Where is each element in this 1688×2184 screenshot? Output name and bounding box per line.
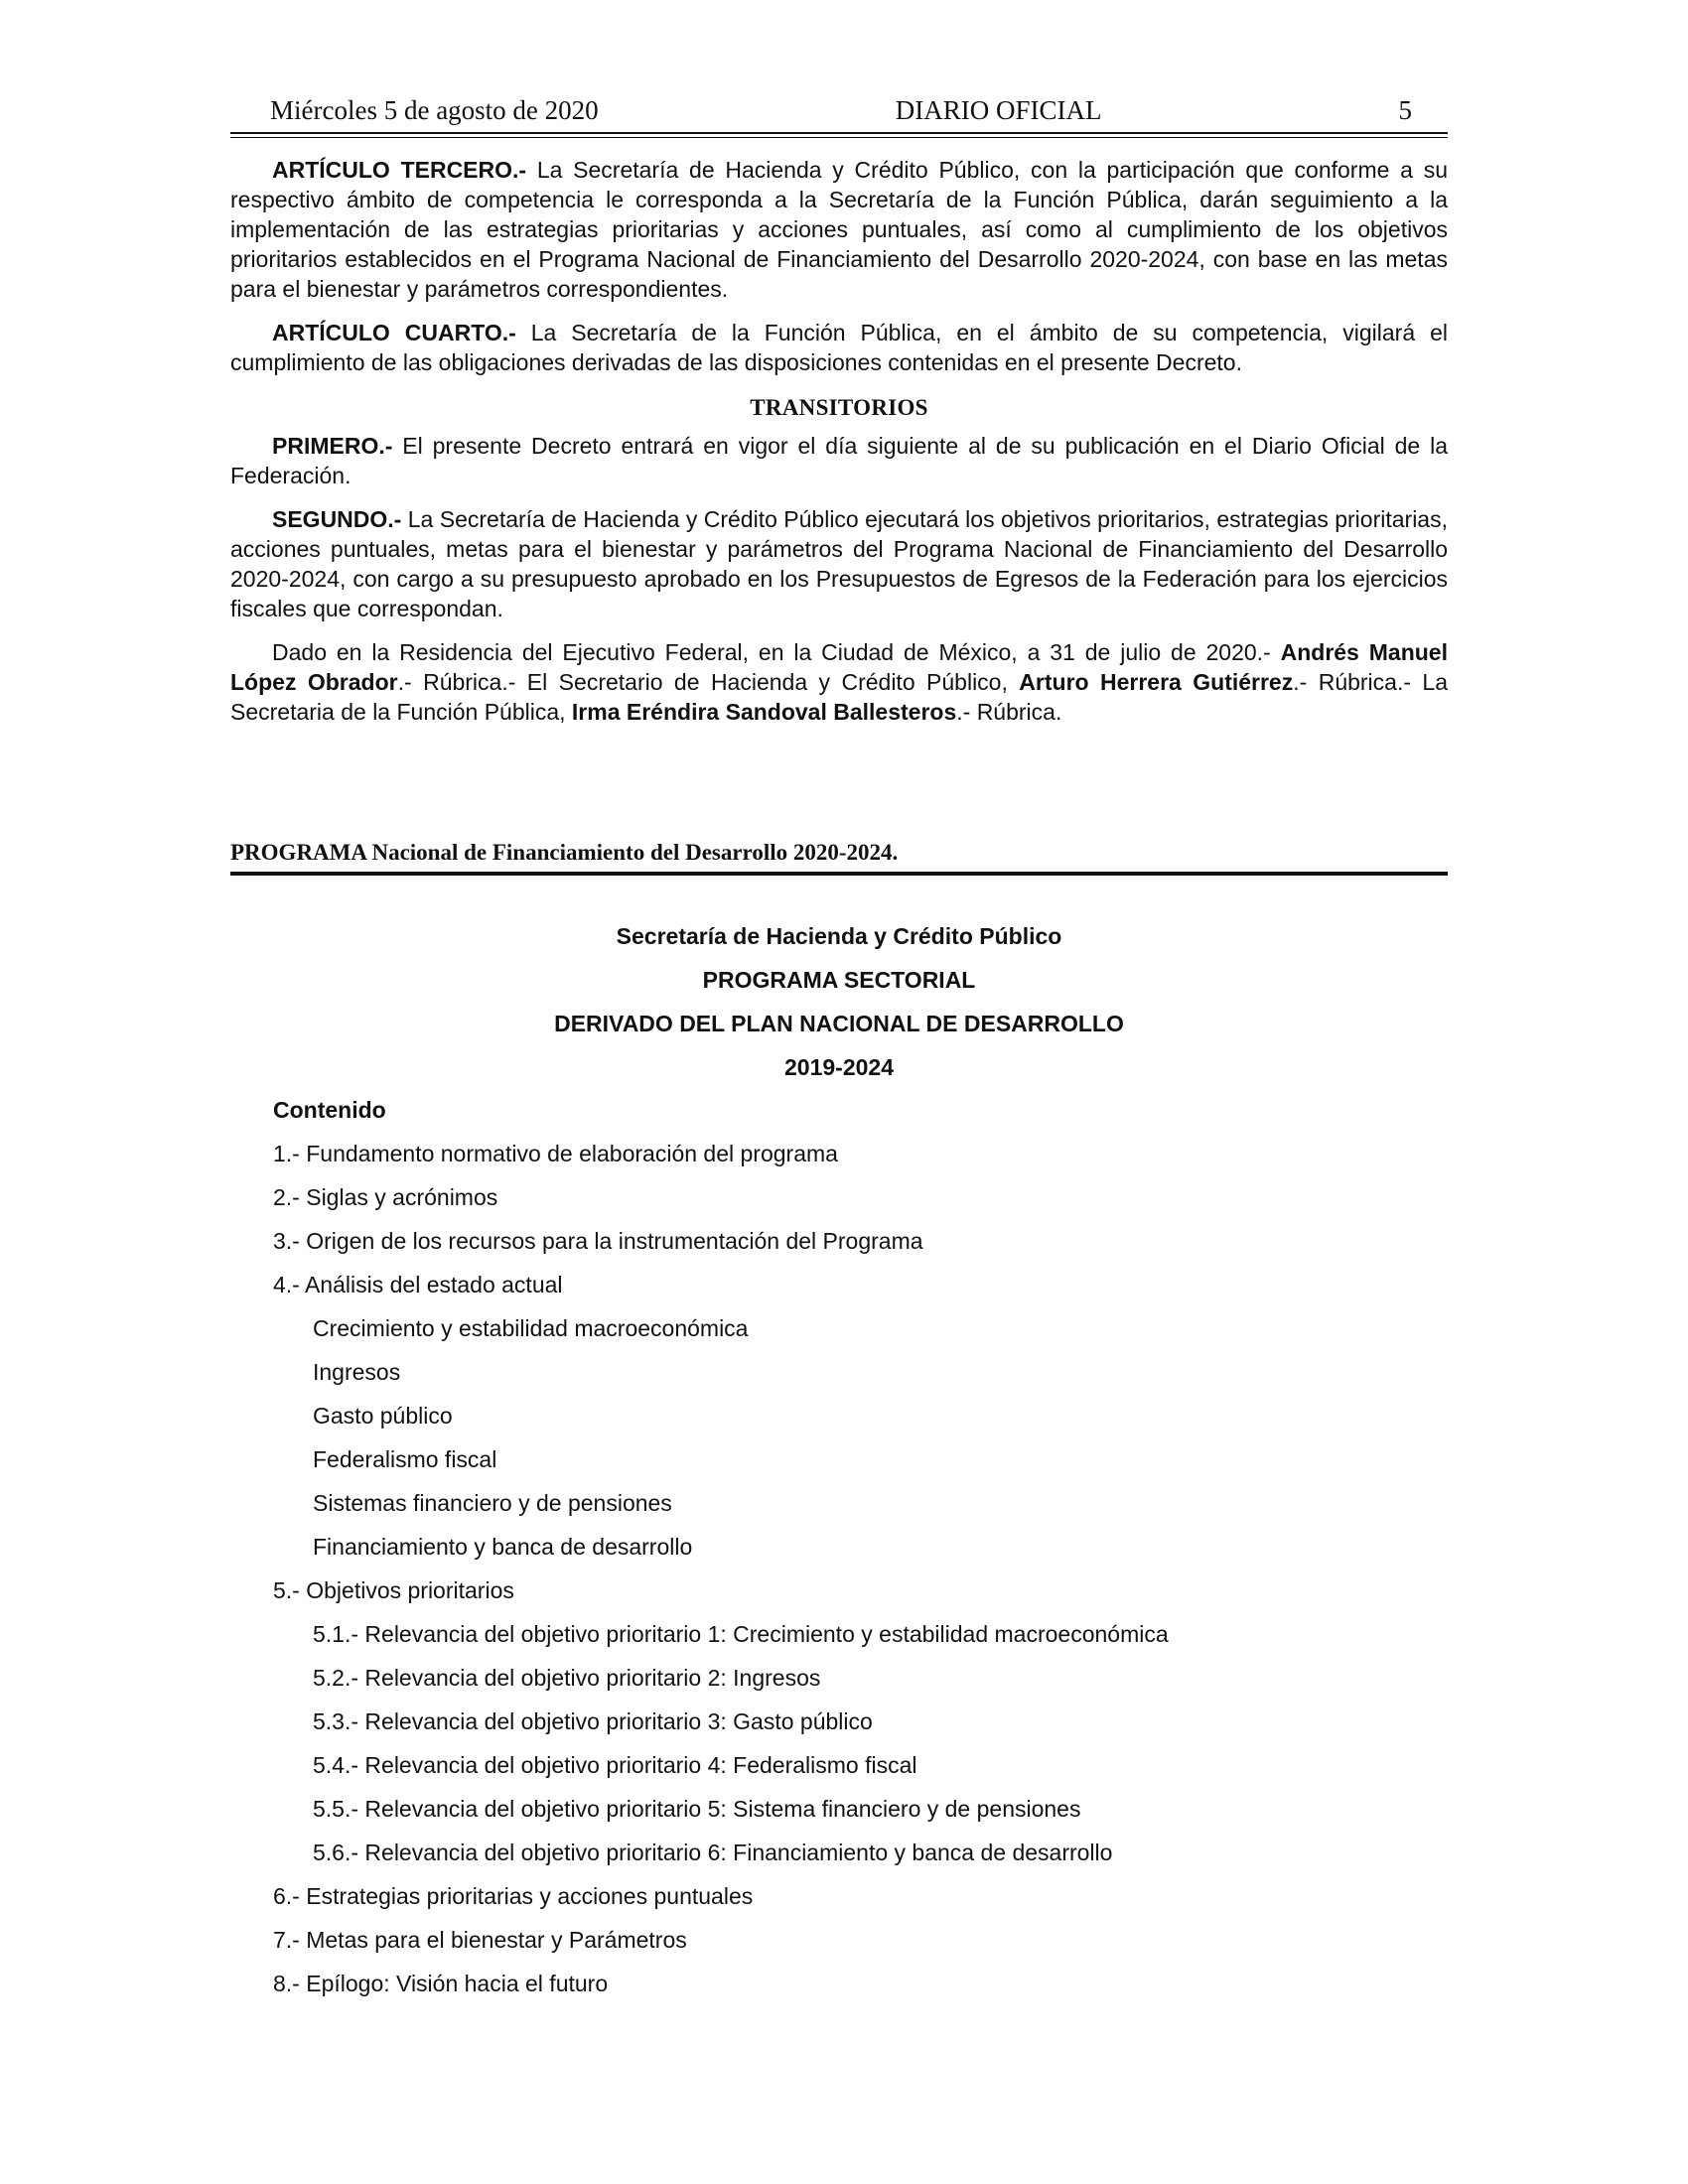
toc-subitem: 5.6.- Relevancia del objetivo prioritario 6: Financiamiento y banca de desarrollo xyxy=(313,1840,1113,1865)
toc-heading: Contenido xyxy=(273,1097,386,1123)
cover-ministry: Secretaría de Hacienda y Crédito Público xyxy=(616,923,1062,949)
toc-subitem: 5.1.- Relevancia del objetivo prioritario 1: Crecimiento y estabilidad macroeconómica xyxy=(313,1621,1169,1647)
article-cuarto-text: La Secretaría de la Función Pública, en el ámbito de su competencia, vigilará el cumplimiento de las obligaciones derivadas de las disposiciones contenidas en el presente Decreto. xyxy=(230,320,1448,375)
toc-item: 7.- Metas para el bienestar y Parámetros xyxy=(273,1927,687,1953)
article-tercero xyxy=(230,155,1448,304)
transitorio-segundo-text: La Secretaría de Hacienda y Crédito Público ejecutará los objetivos prioritarios, estrategias prioritarias, acciones puntuales, metas para el bienestar y parámetros del Programa Nacional de Financiamiento del Desarrollo 2020-2024, con cargo a su presupuesto aprobado en los Presupuestos de Egresos de la Federación para los ejercicios fiscales que correspondan. xyxy=(230,506,1448,621)
signature-end: .- Rúbrica. xyxy=(956,699,1062,725)
transitorios-heading: TRANSITORIOS xyxy=(750,395,928,420)
cover-period: 2019-2024 xyxy=(784,1054,894,1080)
toc-item: 2.- Siglas y acrónimos xyxy=(273,1184,498,1210)
article-tercero-label: ARTÍCULO TERCERO.- xyxy=(272,157,527,183)
toc-subitem: Gasto público xyxy=(313,1403,453,1429)
program-title xyxy=(230,840,1448,876)
transitorio-primero xyxy=(230,431,1448,490)
program-title-rest: Nacional de Financiamiento del Desarrollo 2020-2024. xyxy=(365,840,899,865)
cover-program-type: PROGRAMA SECTORIAL xyxy=(702,967,976,993)
header-rule-thin xyxy=(230,137,1448,138)
program-title-bold: PROGRAMA xyxy=(230,840,366,865)
article-cuarto-label: ARTÍCULO CUARTO.- xyxy=(272,320,516,345)
transitorio-segundo xyxy=(230,504,1448,623)
article-tercero-text: La Secretaría de Hacienda y Crédito Público, con la participación que conforme a su respectivo ámbito de competencia le corresponda a la Secretaría de la Función Pública, darán seguimiento a la implementación de las estrategias prioritarias y acciones puntuales, así como al cumplimiento de los objetivos prioritarios establecidos en el Programa Nacional de Financiamiento del Desarrollo 2020-2024, con base en las metas para el bienestar y parámetros correspondientes. xyxy=(230,157,1448,302)
toc-subitem: Crecimiento y estabilidad macroeconómica xyxy=(313,1315,749,1341)
toc-item: 4.- Análisis del estado actual xyxy=(273,1272,563,1297)
toc-subitem: 5.5.- Relevancia del objetivo prioritario 5: Sistema financiero y de pensiones xyxy=(313,1796,1081,1822)
toc-subitem: Federalismo fiscal xyxy=(313,1446,497,1472)
toc-item: 8.- Epílogo: Visión hacia el futuro xyxy=(273,1971,609,1996)
toc-subitem: Sistemas financiero y de pensiones xyxy=(313,1490,672,1516)
header-date: Miércoles 5 de agosto de 2020 xyxy=(270,95,599,125)
signatory-secretary-funcion-publica: Irma Eréndira Sandoval Ballesteros xyxy=(571,699,957,725)
signature-mid-2: .- Rúbrica.- La Secretaria de la Función Pública, xyxy=(230,669,1449,725)
article-cuarto xyxy=(230,318,1448,377)
signature-paragraph xyxy=(230,637,1448,727)
toc-item: 1.- Fundamento normativo de elaboración del programa xyxy=(273,1141,838,1166)
toc-subitem: 5.4.- Relevancia del objetivo prioritario 4: Federalismo fiscal xyxy=(313,1752,917,1778)
toc-subitem: 5.3.- Relevancia del objetivo prioritario 3: Gasto público xyxy=(313,1708,873,1734)
header-rule xyxy=(230,132,1448,134)
cover-block xyxy=(230,914,1448,1089)
transitorio-primero-text: El presente Decreto entrará en vigor el día siguiente al de su publicación en el Diario Oficial de la Federación. xyxy=(230,433,1448,488)
toc-subitem: 5.2.- Relevancia del objetivo prioritario 2: Ingresos xyxy=(313,1665,821,1691)
signature-intro: Dado en la Residencia del Ejecutivo Federal, en la Ciudad de México, a 31 de julio de 2020.- xyxy=(272,639,1281,665)
page-header xyxy=(230,95,1448,130)
table-of-contents xyxy=(273,1088,1445,2005)
toc-subitem: Financiamiento y banca de desarrollo xyxy=(313,1534,693,1560)
transitorio-primero-label: PRIMERO.- xyxy=(272,433,393,459)
toc-item: 3.- Origen de los recursos para la instrumentación del Programa xyxy=(273,1228,923,1254)
signature-mid-1: .- Rúbrica.- El Secretario de Hacienda y Crédito Público, xyxy=(397,669,1020,695)
toc-subitem: Ingresos xyxy=(313,1359,401,1385)
transitorio-segundo-label: SEGUNDO.- xyxy=(272,506,402,532)
page-body xyxy=(230,95,1448,727)
toc-item: 6.- Estrategias prioritarias y acciones puntuales xyxy=(273,1883,754,1909)
toc-item: 5.- Objetivos prioritarios xyxy=(273,1577,514,1603)
signatory-secretary-hacienda: Arturo Herrera Gutiérrez xyxy=(1019,669,1294,695)
cover-derived-from: DERIVADO DEL PLAN NACIONAL DE DESARROLLO xyxy=(554,1011,1124,1036)
header-publication: DIARIO OFICIAL xyxy=(895,95,1102,125)
header-page-number: 5 xyxy=(1398,95,1412,125)
signatory-president: Andrés Manuel López Obrador xyxy=(230,639,1448,695)
